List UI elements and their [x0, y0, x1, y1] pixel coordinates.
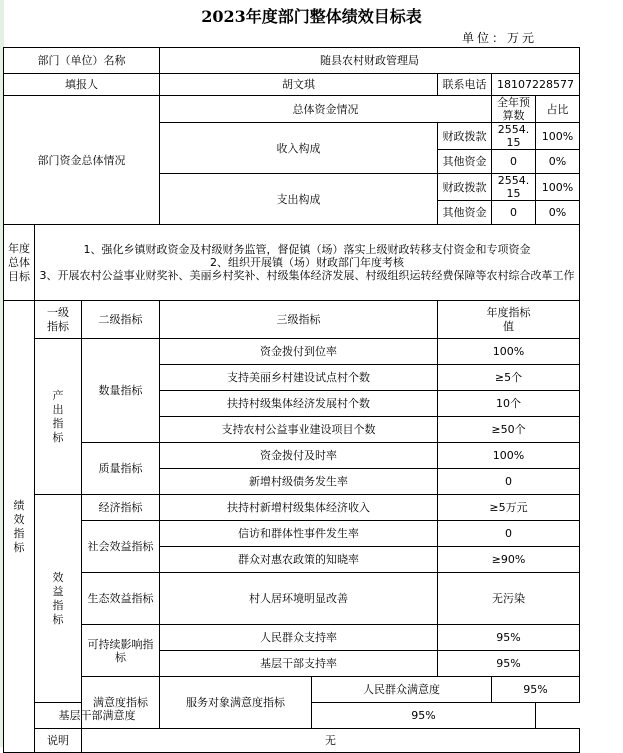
indicator-value: ≥50个	[438, 417, 580, 443]
dept-label: 部门（单位）名称	[4, 48, 160, 74]
note-value: 无	[82, 729, 580, 753]
indicator-value: ≥90%	[438, 547, 580, 573]
header-level1	[35, 301, 82, 339]
indicator-value: 95%	[312, 703, 536, 729]
reporter-label: 填报人	[4, 74, 160, 96]
performance-label-text: 绩效指标	[13, 498, 25, 554]
satisfaction-label: 满意度指标	[82, 677, 160, 729]
indicator-value: 10个	[438, 391, 580, 417]
output-label-text: 产出指标	[52, 388, 64, 444]
income-budget: 2554.15	[492, 123, 536, 150]
indicator-name: 基层干部满意度	[35, 703, 160, 729]
indicator-row	[4, 573, 580, 625]
indicator-value: 无污染	[438, 573, 580, 625]
indicator-value: 95%	[438, 625, 580, 651]
header-level1-text: 一级指标	[47, 305, 69, 333]
indicator-value: 100%	[438, 339, 580, 365]
service-label: 服务对象满意度指标	[160, 677, 312, 729]
reporter-row	[4, 74, 580, 96]
objective-line: 1、强化乡镇财政资金及村级财务监管，督促镇（场）落实上级财政转移支付资金和专项资金	[83, 243, 531, 256]
header-level3: 三级指标	[160, 301, 438, 339]
funds-section-label: 部门资金总体情况	[4, 96, 160, 225]
header-level2: 二级指标	[82, 301, 160, 339]
expense-budget: 2554.15	[492, 174, 536, 201]
quantity-label: 数量指标	[82, 339, 160, 443]
objectives-text	[35, 225, 580, 301]
indicator-row	[4, 443, 580, 469]
dept-row	[4, 48, 580, 74]
indicator-value: ≥5个	[438, 365, 580, 391]
reporter-value: 胡文琪	[160, 74, 438, 96]
expense-ratio: 100%	[536, 174, 580, 201]
expense-ratio: 0%	[536, 201, 580, 225]
ecological-label: 生态效益指标	[82, 573, 160, 625]
indicator-row	[4, 677, 580, 703]
income-label: 收入构成	[160, 123, 438, 174]
indicator-name: 人民群众满意度	[312, 677, 492, 703]
objective-line: 3、开展农村公益事业财奖补、美丽乡村奖补、村级集体经济发展、村级组织运转经费保障等农村综合改革工作	[39, 269, 575, 282]
indicator-name: 扶持村级集体经济发展村个数	[160, 391, 438, 417]
phone-label: 联系电话	[438, 74, 492, 96]
indicator-row	[4, 495, 580, 521]
indicator-value: 0	[438, 469, 580, 495]
indicator-name: 新增村级债务发生率	[160, 469, 438, 495]
indicator-row	[4, 521, 580, 547]
performance-target-table	[3, 47, 580, 753]
income-ratio: 100%	[536, 123, 580, 150]
income-ratio: 0%	[536, 150, 580, 174]
expense-name: 财政拨款	[438, 174, 492, 201]
indicator-value: 95%	[438, 651, 580, 677]
objectives-label	[4, 225, 35, 301]
indicator-value: 95%	[492, 677, 580, 703]
expense-label: 支出构成	[160, 174, 438, 225]
objectives-label-text: 年度总体目标	[8, 241, 30, 283]
indicator-name: 群众对惠农政策的知晓率	[160, 547, 438, 573]
page-title: 2023年度部门整体绩效目标表	[201, 7, 422, 26]
phone-value: 18107228577	[492, 74, 580, 96]
indicator-name: 村人居环境明显改善	[160, 573, 438, 625]
indicator-name: 资金拨付到位率	[160, 339, 438, 365]
economic-label: 经济指标	[82, 495, 160, 521]
income-name: 其他资金	[438, 150, 492, 174]
funds-header-overall: 总体资金情况	[160, 96, 492, 123]
dept-value: 随县农村财政管理局	[160, 48, 580, 74]
header-value	[438, 301, 580, 339]
note-row	[4, 729, 580, 753]
indicator-name: 资金拨付及时率	[160, 443, 438, 469]
indicator-name: 扶持村新增村级集体经济收入	[160, 495, 438, 521]
performance-label	[4, 301, 35, 753]
funds-header-budget: 全年预算数	[492, 96, 536, 123]
indicator-value: ≥5万元	[438, 495, 580, 521]
effect-label	[35, 495, 82, 703]
effect-label-text: 效益指标	[52, 570, 64, 626]
indicator-row	[4, 625, 580, 651]
funds-header-row	[4, 96, 580, 123]
note-label: 说明	[35, 729, 82, 753]
indicator-name: 支持农村公益事业建设项目个数	[160, 417, 438, 443]
quality-label: 质量指标	[82, 443, 160, 495]
social-label: 社会效益指标	[82, 521, 160, 573]
indicator-name: 支持美丽乡村建设试点村个数	[160, 365, 438, 391]
income-budget: 0	[492, 150, 536, 174]
indicator-value: 100%	[438, 443, 580, 469]
income-name: 财政拨款	[438, 123, 492, 150]
output-label	[35, 339, 82, 495]
performance-header-row	[4, 301, 580, 339]
objective-line: 2、组织开展镇（场）财政部门年度考核	[210, 256, 404, 269]
expense-name: 其他资金	[438, 201, 492, 225]
funds-header-ratio: 占比	[536, 96, 580, 123]
indicator-name: 人民群众支持率	[160, 625, 438, 651]
expense-budget: 0	[492, 201, 536, 225]
header-value-text: 年度指标值	[486, 305, 531, 333]
unit-label: 单位：万元	[462, 31, 538, 45]
indicator-value: 0	[438, 521, 580, 547]
sustainable-label: 可持续影响指标	[82, 625, 160, 677]
indicator-name: 信访和群体性事件发生率	[160, 521, 438, 547]
indicator-row	[4, 339, 580, 365]
objectives-row	[4, 225, 580, 301]
indicator-name: 基层干部支持率	[160, 651, 438, 677]
